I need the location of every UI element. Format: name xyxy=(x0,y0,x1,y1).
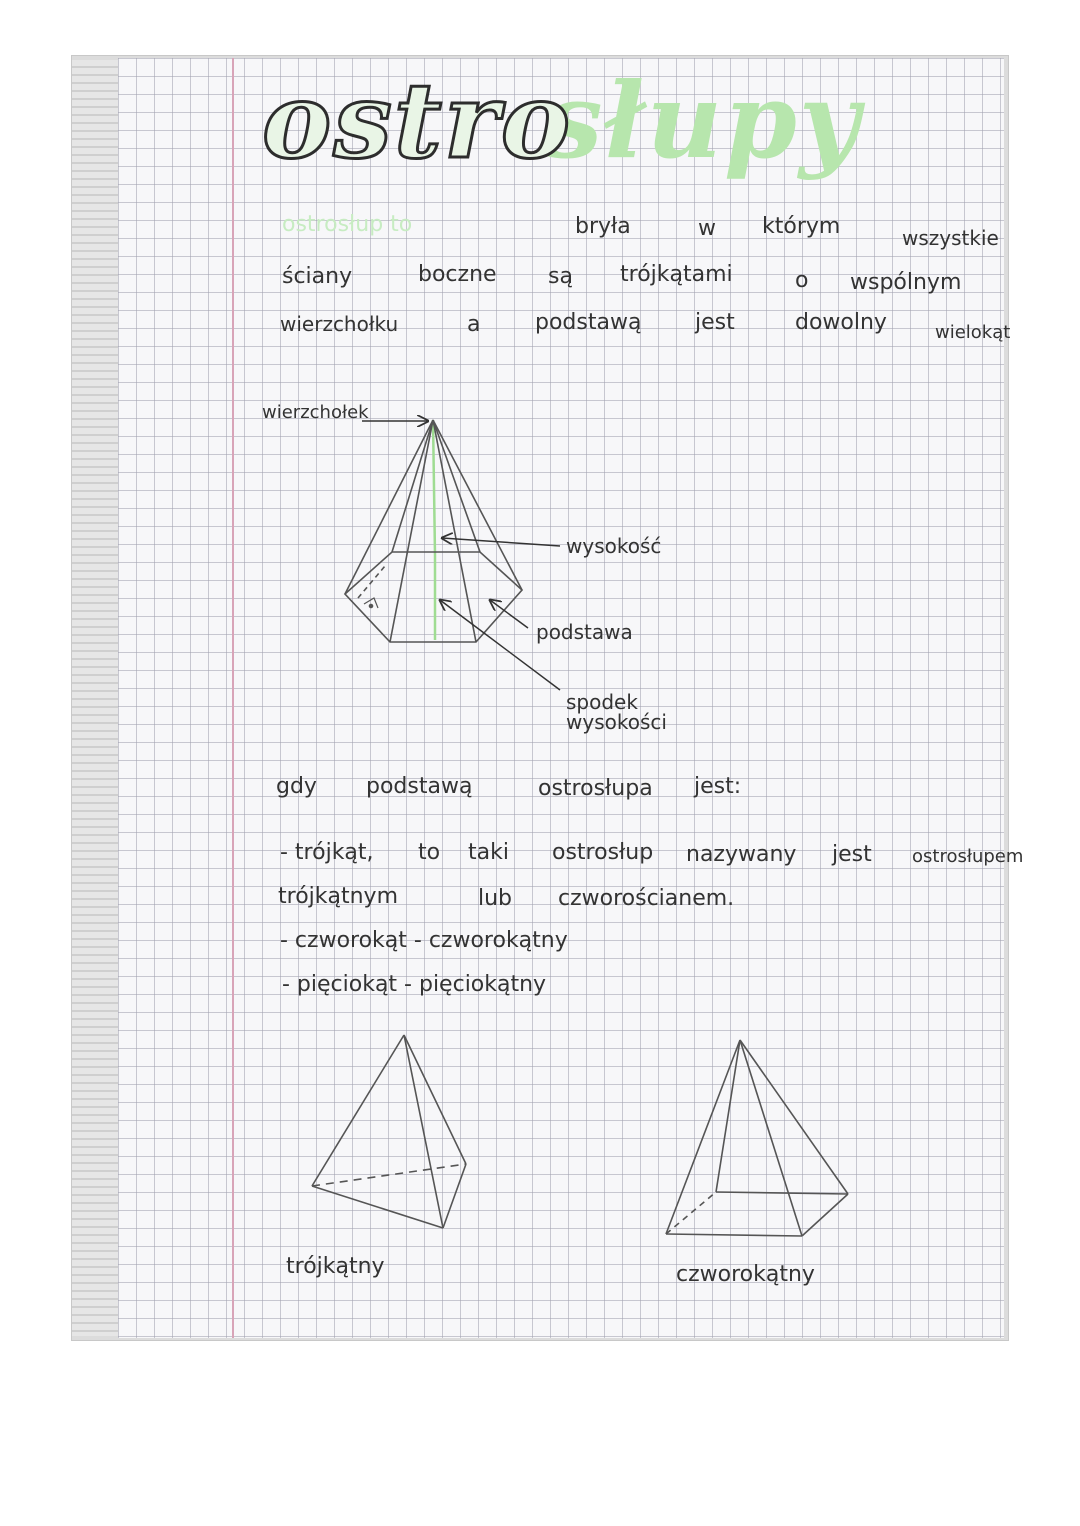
classification-word: lub xyxy=(478,886,513,911)
title-light-part: słupy xyxy=(544,59,862,182)
definition-word: podstawą xyxy=(535,310,642,335)
definition-word: którym xyxy=(762,214,841,239)
definition-word: są xyxy=(548,264,573,289)
label-apex: wierzchołek xyxy=(262,402,369,423)
label-foot-line1: spodek xyxy=(566,690,638,714)
label-base: podstawa xyxy=(536,620,633,644)
label-foot-line2: wysokości xyxy=(566,710,667,734)
classification-word: ostrosłup xyxy=(552,840,654,865)
classification-line-quadrilateral: - czworokąt - czworokątny xyxy=(280,928,568,953)
definition-word: trójkątami xyxy=(620,262,733,287)
definition-word: ściany xyxy=(282,264,353,289)
classification-word: podstawą xyxy=(366,774,473,799)
definition-word: boczne xyxy=(418,262,497,287)
classification-word: jest: xyxy=(694,774,742,799)
classification-word: jest xyxy=(832,842,872,867)
definition-word: wielokąt xyxy=(935,322,1011,343)
classification-word: gdy xyxy=(276,774,317,799)
margin-line xyxy=(232,58,234,1338)
page-title xyxy=(262,56,1002,206)
classification-word: ostrosłupem xyxy=(912,846,1024,867)
notebook-binding xyxy=(72,60,118,1336)
definition-word: w xyxy=(698,216,716,241)
definition-word: jest xyxy=(695,310,735,335)
definition-word: a xyxy=(467,312,481,337)
caption-triangular: trójkątny xyxy=(286,1254,385,1279)
definition-word: bryła xyxy=(575,214,631,239)
grid-paper-page xyxy=(118,58,1004,1338)
definition-lead: ostrosłup to xyxy=(282,212,413,237)
classification-word: - trójkąt, xyxy=(280,840,374,865)
label-height: wysokość xyxy=(566,534,662,558)
definition-word: wszystkie xyxy=(902,226,999,250)
definition-word: dowolny xyxy=(795,310,887,335)
classification-word: taki xyxy=(468,840,509,865)
title-dark-part: ostro xyxy=(262,59,573,182)
classification-word: nazywany xyxy=(686,842,797,867)
caption-quadrilateral: czworokątny xyxy=(676,1262,815,1287)
definition-word: wspólnym xyxy=(850,270,962,295)
definition-word: wierzchołku xyxy=(280,312,399,336)
classification-word: trójkątnym xyxy=(278,884,399,909)
classification-word: to xyxy=(418,840,441,865)
classification-word: czworościanem. xyxy=(558,886,735,911)
classification-line-pentagon: - pięciokąt - pięciokątny xyxy=(282,972,547,997)
definition-word: o xyxy=(795,268,809,293)
classification-word: ostrosłupa xyxy=(538,776,653,801)
